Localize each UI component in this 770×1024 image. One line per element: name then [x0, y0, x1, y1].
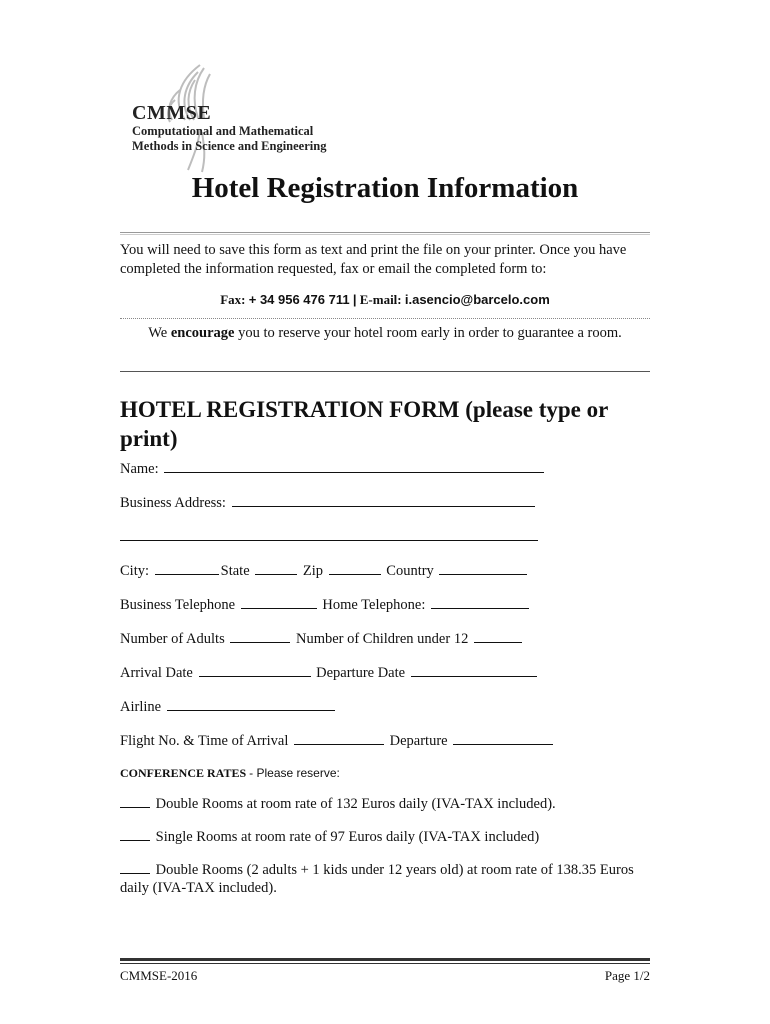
children-label: Number of Children under 12: [295, 631, 469, 647]
conference-rates-bold: CONFERENCE RATES: [120, 766, 247, 780]
guests-row: [120, 630, 524, 648]
fax-label: Fax:: [220, 292, 246, 307]
option-double-room: [120, 795, 650, 813]
business-address-label: Business Address:: [120, 495, 226, 511]
divider: [120, 318, 650, 319]
airline-field[interactable]: [167, 698, 335, 711]
encourage-bold: encourage: [170, 325, 235, 341]
city-field[interactable]: [155, 562, 219, 575]
children-field[interactable]: [474, 630, 522, 643]
name-field[interactable]: [164, 460, 544, 473]
flight-row: [120, 732, 555, 750]
zip-label: Zip: [302, 563, 324, 579]
divider: [120, 232, 650, 233]
name-label: Name:: [120, 461, 159, 477]
email-label: E-mail:: [359, 292, 402, 307]
arrival-field[interactable]: [199, 664, 311, 677]
conference-rates-heading: [120, 766, 340, 781]
double-room-qty-field[interactable]: [120, 795, 150, 808]
business-address-field-2[interactable]: [120, 528, 538, 541]
telephone-row: [120, 596, 531, 614]
encourage-post: you to reserve your hotel room early in order to guarantee a room.: [238, 325, 622, 341]
zip-field[interactable]: [329, 562, 381, 575]
name-row: [120, 460, 546, 478]
flight-field[interactable]: [294, 732, 384, 745]
airline-row: [120, 698, 337, 716]
logo-line-2: Methods in Science and Engineering: [132, 139, 327, 153]
fax-number: + 34 956 476 711: [248, 292, 350, 307]
option-single-room: [120, 828, 650, 846]
airline-label: Airline: [120, 699, 162, 715]
form-title: HOTEL REGISTRATION FORM (please type or print): [120, 397, 608, 451]
country-label: Country: [386, 563, 434, 579]
contact-line: [120, 292, 650, 308]
departure-label: Departure: [389, 733, 448, 749]
encourage-text: [120, 325, 650, 342]
option-family-room: [120, 861, 650, 897]
dates-row: [120, 664, 539, 682]
city-row: [120, 562, 529, 580]
home-telephone-field[interactable]: [431, 596, 529, 609]
departure-field[interactable]: [453, 732, 553, 745]
country-field[interactable]: [439, 562, 527, 575]
business-telephone-label: Business Telephone: [120, 597, 236, 613]
divider: [120, 371, 650, 372]
option-text: Double Rooms (2 adults + 1 kids under 12 years old) at room rate of 138.35 Euros daily (IVA-TAX included).: [120, 862, 634, 896]
intro-text: You will need to save this form as text and print the file on your printer. Once you have completed the information requested, fax or email the completed form to:: [120, 242, 627, 277]
conference-rates-rest: - Please reserve:: [249, 766, 340, 780]
option-text: Double Rooms at room rate of 132 Euros daily (IVA-TAX included).: [155, 796, 556, 812]
adults-label: Number of Adults: [120, 631, 225, 647]
business-address-row: [120, 494, 537, 512]
email-address: i.asencio@barcelo.com: [404, 292, 550, 307]
option-text: Single Rooms at room rate of 97 Euros daily (IVA-TAX included): [155, 829, 540, 845]
footer-rule: [120, 958, 650, 961]
family-room-qty-field[interactable]: [120, 861, 150, 874]
single-room-qty-field[interactable]: [120, 828, 150, 841]
business-address-row-2: [120, 528, 540, 546]
adults-field[interactable]: [230, 630, 290, 643]
logo-acronym: CMMSE: [132, 102, 212, 124]
logo-line-1: Computational and Mathematical: [132, 124, 314, 138]
arrival-label: Arrival Date: [120, 665, 193, 681]
cmmse-logo: [120, 60, 360, 175]
flight-label: Flight No. & Time of Arrival: [120, 733, 289, 749]
home-telephone-label: Home Telephone:: [322, 597, 426, 613]
departure-date-field[interactable]: [411, 664, 537, 677]
footer-label: CMMSE-2016: [120, 968, 198, 983]
encourage-pre: We: [148, 325, 168, 341]
page-number: Page 1/2: [604, 968, 650, 983]
departure-date-label: Departure Date: [316, 665, 406, 681]
contact-separator: |: [352, 292, 357, 307]
state-field[interactable]: [255, 562, 297, 575]
business-telephone-field[interactable]: [241, 596, 317, 609]
city-label: City:: [120, 563, 150, 579]
business-address-field[interactable]: [232, 494, 535, 507]
page-title: Hotel Registration Information: [191, 172, 579, 204]
state-label: State: [220, 563, 250, 579]
